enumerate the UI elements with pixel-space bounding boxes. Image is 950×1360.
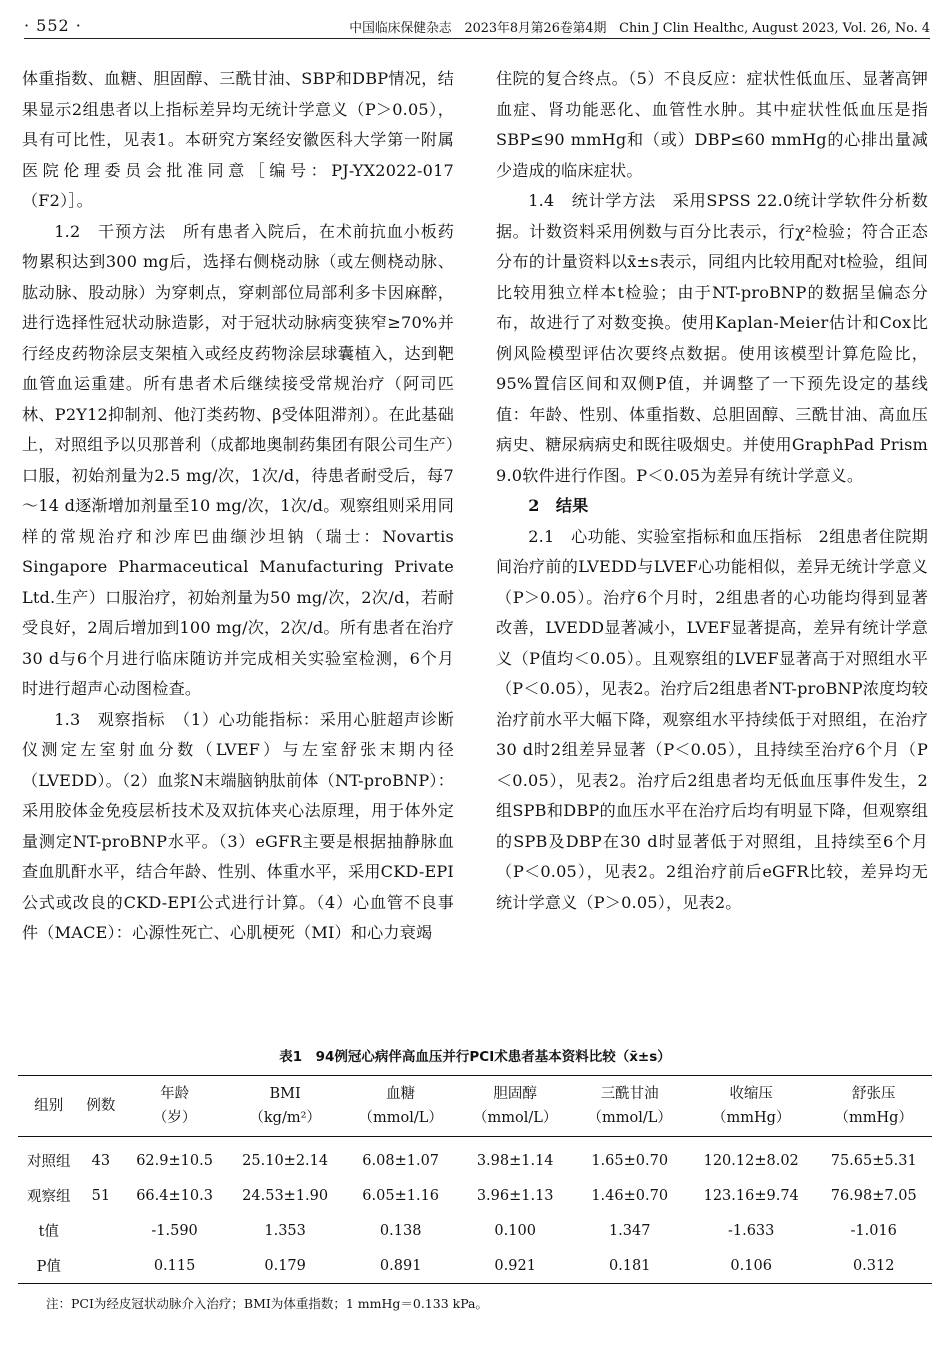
table-cell: 43 — [91, 1152, 111, 1169]
table-cell: 1.65±0.70 — [591, 1152, 669, 1169]
table-cell: 66.4±10.3 — [136, 1187, 213, 1204]
table-cell — [80, 1213, 123, 1248]
section-cardiac-function — [496, 522, 928, 919]
table-cell: 0.179 — [264, 1257, 306, 1274]
table-cell: 0.100 — [494, 1222, 536, 1239]
table-cell: 对照组 — [27, 1154, 71, 1170]
column-header: 胆固醇 （mmol/L） — [472, 1086, 558, 1126]
column-header: 三酰甘油 （mmol/L） — [587, 1086, 672, 1126]
table-cell: 0.106 — [730, 1257, 772, 1274]
table-cell: -1.016 — [850, 1222, 897, 1239]
table-cell: -1.590 — [151, 1222, 198, 1239]
table-cell: t值 — [38, 1224, 59, 1240]
table-cell: 1.347 — [608, 1222, 651, 1239]
table-cell: 1.353 — [264, 1222, 306, 1239]
table-cell: 6.05±1.16 — [362, 1187, 440, 1204]
paragraph-baseline: 体重指数、血糖、胆固醇、三酰甘油、SBP和DBP情况，结果显示2组患者以上指标差异均无统计学意义（P＞0.05），具有可比性，见表1。本研究方案经安徽医科大学第一附属医院伦理委员会批准同意［编号：PJ-YX2022-017（F2）］。 — [22, 69, 454, 210]
table-row — [18, 1178, 932, 1213]
page-header — [24, 14, 930, 39]
table-cell: 观察组 — [27, 1189, 71, 1205]
table-header-row — [18, 1076, 932, 1137]
table-cell: 24.53±1.90 — [242, 1187, 329, 1204]
column-header: 舒张压 （mmHg） — [834, 1086, 913, 1126]
section-text-cardiac-function: 2组患者住院期间治疗前的LVEDD与LVEF心功能相似，差异无统计学意义（P＞0.05）。治疗6个月时，2组患者的心功能均得到显著改善，LVEDD显著减小，LVEF显著提高，差异有统计学意义（P值均＜0.05）。且观察组的LVEF显著高于对照组水平（P＜0.05），见表2。治疗后2组患者NT-proBNP浓度均较治疗前水平大幅下降，观察组水平持续低于对照组，在治疗30 d时2组差异显著（P＜0.05），且持续至治疗6个月（P＜0.05），见表2。治疗后2组患者均无低血压事件发生，2组SPB和DBP的血压水平在治疗后均有明显下降，但观察组的SPB及DBP在30 d时显著低于对照组，且持续至6个月（P＜0.05），见表2。2组治疗前后eGFR比较，差异均无统计学意义（P＞0.05），见表2。 — [496, 526, 928, 912]
section-title-results: 2 结果 — [528, 496, 589, 515]
table-note: 注：PCI为经皮冠状动脉介入治疗；BMI为体重指数；1 mmHg＝0.133 kPa。 — [46, 1296, 489, 1311]
page-number: · 552 · — [24, 16, 82, 35]
section-observation — [22, 705, 454, 949]
table-cell: 0.921 — [494, 1257, 536, 1274]
section-intervention — [22, 217, 454, 705]
section-statistics — [496, 186, 928, 491]
table-row — [18, 1213, 932, 1248]
journal-citation: 中国临床保健杂志 2023年8月第26卷第4期 Chin J Clin Healthc, August 2023, Vol. 26, No. 4 — [349, 21, 930, 36]
table-cell: 51 — [91, 1187, 111, 1204]
table-1 — [18, 1045, 932, 1312]
table-caption: 表1 94例冠心病伴高血压并行PCI术患者基本资料比较（x̄±s） — [279, 1049, 671, 1065]
left-column — [22, 64, 454, 949]
table-row — [18, 1248, 932, 1284]
section-title-cardiac-function: 2.1 心功能、实验室指标和血压指标 — [528, 526, 803, 546]
table-cell: 1.46±0.70 — [591, 1187, 669, 1204]
paragraph-endpoints: 住院的复合终点。（5）不良反应：症状性低血压、显著高钾血症、肾功能恶化、血管性水肿。其中症状性低血压是指SBP≤90 mmHg和（或）DBP≤60 mmHg的心排出量减少造成的临床症状。 — [496, 69, 928, 180]
table-cell: 120.12±8.02 — [703, 1152, 799, 1169]
column-header: 例数 — [86, 1098, 116, 1114]
table-cell: 6.08±1.07 — [362, 1152, 440, 1169]
table-cell: P值 — [36, 1259, 61, 1275]
table-row — [18, 1137, 932, 1179]
table-cell: 0.312 — [852, 1257, 895, 1274]
column-header: 血糖 （mmol/L） — [358, 1086, 443, 1126]
table-cell: 123.16±9.74 — [703, 1187, 799, 1204]
column-header: 收缩压 （mmHg） — [711, 1086, 791, 1126]
column-header: 组别 — [34, 1098, 64, 1114]
table-cell: 76.98±7.05 — [830, 1187, 917, 1204]
table-cell: 62.9±10.5 — [136, 1152, 213, 1169]
right-column — [496, 64, 928, 918]
table-cell: -1.633 — [727, 1222, 775, 1239]
baseline-table — [18, 1075, 932, 1284]
section-text-observation: （1）心功能指标：采用心脏超声诊断仪测定左室射血分数（LVEF）与左室舒张末期内径（LVEDD）。（2）血浆N末端脑钠肽前体（NT-proBNP）：采用胶体金免疫层析技术及双抗体夹心法原理，用于体外定量测定NT-proBNP水平。（3）eGFR主要是根据抽静脉血查血肌酐水平，结合年龄、性别、体重水平，采用CKD-EPI公式或改良的CKD-EPI公式进行计算。（4）心血管不良事件（MACE）：心源性死亡、心肌梗死（MI）和心力衰竭 — [22, 709, 455, 942]
section-text-statistics: 采用SPSS 22.0统计学软件分析数据。计数资料采用例数与百分比表示，行χ²检验；符合正态分布的计量资料以x̄±s表示，同组内比较用配对t检验，组间比较用独立样本t检验；由于NT-proBNP的数据呈偏态分布，故进行了对数变换。使用Kaplan-Meier估计和Cox比例风险模型评估次要终点数据。使用该模型计算危险比，95%置信区间和双侧P值，并调整了一下预先设定的基线值：年龄、性别、体重指数、总胆固醇、三酰甘油、高血压病史、糖尿病病史和既往吸烟史。并使用GraphPad Prism 9.0软件进行作图。P＜0.05为差异有统计学意义。 — [496, 191, 928, 485]
table-cell: 0.181 — [608, 1257, 651, 1274]
table-cell: 0.115 — [153, 1257, 196, 1274]
column-header: BMI （kg/m²） — [249, 1086, 321, 1126]
table-cell: 75.65±5.31 — [830, 1152, 917, 1169]
table-cell: 3.96±1.13 — [476, 1187, 554, 1204]
table-cell: 3.98±1.14 — [476, 1152, 554, 1169]
section-text-intervention: 所有患者入院后，在术前抗血小板药物累积达到300 mg后，选择右侧桡动脉（或左侧桡动脉、肱动脉、股动脉）为穿刺点，穿刺部位局部利多卡因麻醉，进行选择性冠状动脉造影，对于冠状动脉病变狭窄≥70%并行经皮药物涂层支架植入或经皮药物涂层球囊植入，达到靶血管血运重建。所有患者术后继续接受常规治疗（阿司匹林、P2Y12抑制剂、他汀类药物、β受体阻滞剂）。在此基础上，对照组予以贝那普利（成都地奥制药集团有限公司生产）口服，初始剂量为2.5 mg/次，1次/d，待患者耐受后，每7～14 d逐渐增加剂量至10 mg/次，1次/d。观察组则采用同样的常规治疗和沙库巴曲缬沙坦钠（瑞士：Novartis Singapore Pharmaceutical Manufacturing Private Ltd.生产）口服治疗，初始剂量为50 mg/次，2次/d，若耐受良好，2周后增加到100 mg/次，2次/d。所有患者在治疗30 d与6个月进行临床随访并完成相关实验室检测，6个月时进行超声心动图检查。 — [22, 221, 454, 698]
section-title-intervention: 1.2 干预方法 — [54, 221, 166, 241]
table-cell — [80, 1248, 123, 1284]
column-header: 年龄 （岁） — [152, 1086, 197, 1126]
section-title-statistics: 1.4 统计学方法 — [528, 191, 656, 210]
table-cell: 0.891 — [379, 1257, 422, 1274]
table-cell: 25.10±2.14 — [242, 1152, 329, 1169]
section-title-observation: 1.3 观察指标 — [54, 709, 166, 729]
table-cell: 0.138 — [379, 1222, 422, 1239]
